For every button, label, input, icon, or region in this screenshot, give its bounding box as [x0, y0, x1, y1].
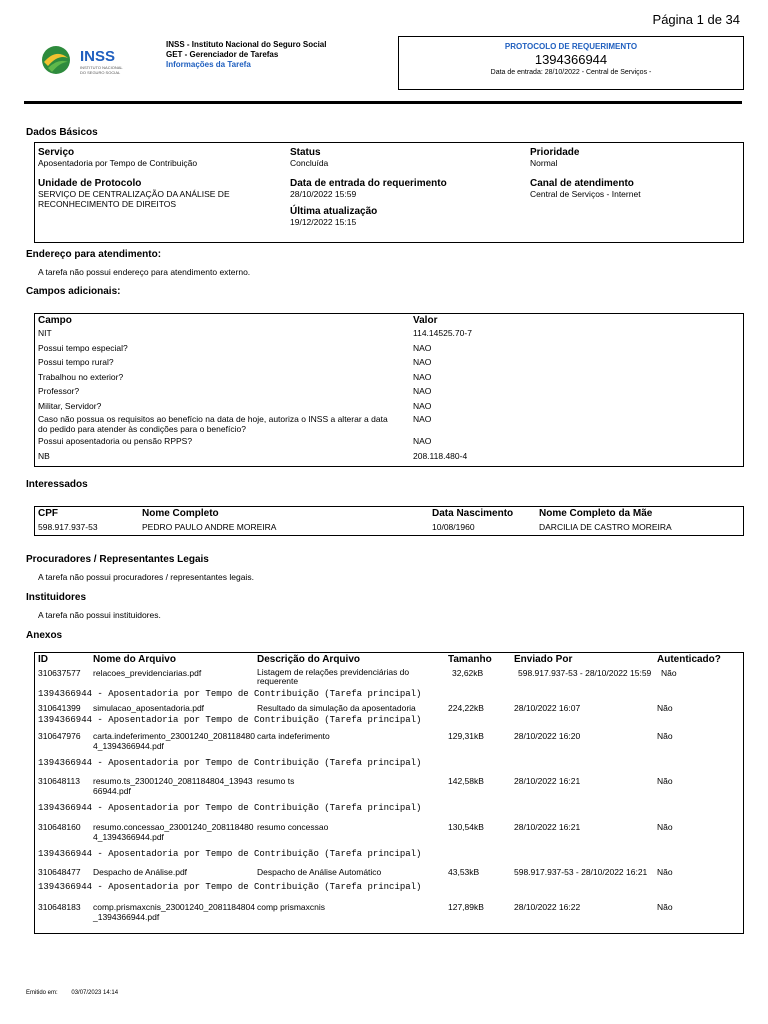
inst-line1: INSS - Instituto Nacional do Seguro Social: [166, 40, 327, 49]
protocol-sub: Data de entrada: 28/10/2022 - Central de Serviços -: [490, 69, 652, 76]
anexo-row: 310641399 simulacao_aposentadoria.pdf Resultado da simulação da aposentadoria 224,22kB 28/10/2022 16:07 Não 1394366944 - Aposentadoria por Tempo de Contribuição (Tarefa principal): [38, 703, 740, 725]
campos-row: Possui tempo especial? NAO: [38, 342, 432, 353]
col-cpf: CPF: [38, 508, 58, 519]
basic-box: [34, 142, 744, 243]
protocol-label: PROTOCOLO DE REQUERIMENTO: [504, 42, 638, 51]
col-mae: Nome Completo da Mãe: [539, 508, 653, 519]
anexo-row: 310648113 resumo.ts_23001240_2081184804_1394366944.pdf resumo ts 142,58kB 28/10/2022 16:21 Não 1394366944 - Aposentadoria por Tempo de Contribuição (Tarefa principal): [38, 776, 740, 813]
status-label: Status: [290, 147, 321, 158]
inss-logo: [40, 44, 130, 76]
anexos-box: [34, 652, 744, 934]
anexos-title: Anexos: [26, 630, 63, 641]
campos-row: Militar, Servidor? NAO: [38, 400, 432, 411]
campos-row: NB 208.118.480-4: [38, 450, 468, 461]
inst-line2: GET - Gerenciador de Tarefas: [166, 50, 279, 59]
inss-logo-icon: [40, 44, 72, 76]
header-divider: [24, 101, 742, 104]
campos-box: [34, 313, 744, 467]
anexo-row: 310637577 relacoes_previdenciarias.pdf Listagem de relações previdenciárias do requerente 32,62kB 598.917.937-53 - 28/10/2022 15:59 Não 1394366944 - Aposentadoria por Tempo de Contribuição (Tarefa principal): [38, 668, 740, 699]
campos-row: Possui aposentadoria ou pensão RPPS? NAO: [38, 436, 432, 446]
logo-sub2: DO SEGURO SOCIAL: [80, 70, 121, 75]
unidade-label: Unidade de Protocolo: [38, 178, 142, 189]
logo-text: INSS: [80, 48, 116, 65]
nome-value: PEDRO PAULO ANDRE MOREIRA: [142, 522, 277, 532]
anexos-col-enviado: Enviado Por: [514, 654, 573, 665]
servico-label: Serviço: [38, 147, 75, 158]
institution-block: [166, 40, 326, 70]
mae-value: DARCILIA DE CASTRO MOREIRA: [539, 522, 672, 532]
prioridade-label: Prioridade: [530, 147, 580, 158]
page-number: Página 1 de 34: [652, 12, 740, 27]
anexos-col-autenticado: Autenticado?: [657, 654, 721, 665]
logo-sub1: INSTITUTO NACIONAL: [80, 65, 123, 70]
anexo-task: 1394366944 - Aposentadoria por Tempo de Contribuição (Tarefa principal): [38, 715, 422, 725]
interessados-title: Interessados: [26, 479, 88, 490]
status-value: Concluída: [290, 158, 329, 168]
procuradores-title: Procuradores / Representantes Legais: [26, 554, 209, 565]
servico-value: Aposentadoria por Tempo de Contribuição: [38, 158, 198, 168]
instituidores-text: A tarefa não possui instituidores.: [38, 610, 161, 620]
canal-label: Canal de atendimento: [530, 178, 634, 189]
nascimento-value: 10/08/1960: [432, 522, 475, 532]
endereco-title: Endereço para atendimento:: [26, 249, 162, 260]
emitido-value: 03/07/2023 14:14: [71, 990, 119, 996]
anexo-task: 1394366944 - Aposentadoria por Tempo de Contribuição (Tarefa principal): [38, 689, 422, 699]
footer: [26, 990, 118, 996]
anexos-col-nome: Nome do Arquivo: [93, 654, 176, 665]
anexo-task: 1394366944 - Aposentadoria por Tempo de Contribuição (Tarefa principal): [38, 849, 422, 859]
interessados-box: [34, 506, 744, 536]
campos-rows: [38, 328, 740, 465]
protocol-box: [398, 36, 744, 90]
procuradores-text: A tarefa não possui procuradores / representantes legais.: [38, 572, 254, 582]
prioridade-value: Normal: [530, 158, 558, 168]
ultima-label: Última atualização: [290, 206, 378, 217]
anexo-row: 310648477 Despacho de Análise.pdf Despacho de Análise Automático 43,53kB 598.917.937-53 - 28/10/2022 16:21 Não 1394366944 - Aposentadoria por Tempo de Contribuição (Tarefa principal): [38, 867, 740, 892]
campos-row: NIT 114.14525.70-7: [38, 328, 472, 338]
anexo-task: 1394366944 - Aposentadoria por Tempo de Contribuição (Tarefa principal): [38, 803, 422, 813]
campos-row: Trabalhou no exterior? NAO: [38, 371, 432, 382]
anexos-col-desc: Descrição do Arquivo: [257, 654, 360, 665]
basic-title: Dados Básicos: [26, 127, 98, 138]
anexo-task: 1394366944 - Aposentadoria por Tempo de Contribuição (Tarefa principal): [38, 758, 422, 768]
data-entrada-value: 28/10/2022 15:59: [290, 189, 357, 199]
campos-row: Professor? NAO: [38, 386, 432, 396]
ultima-value: 19/12/2022 15:15: [290, 217, 357, 227]
inst-line3: Informações da Tarefa: [166, 60, 251, 69]
anexo-row: 310648160 resumo.concessao_23001240_2081184804_1394366944.pdf resumo concessao 130,54kB 28/10/2022 16:21 Não 1394366944 - Aposentadoria por Tempo de Contribuição (Tarefa principal): [38, 822, 740, 859]
campos-row: Possui tempo rural? NAO: [38, 357, 432, 367]
unidade-value-1: SERVIÇO DE CENTRALIZAÇÃO DA ANÁLISE DE: [38, 189, 230, 199]
campos-title: Campos adicionais:: [26, 286, 121, 297]
unidade-value-2: RECONHECIMENTO DE DIREITOS: [38, 199, 177, 209]
col-nome: Nome Completo: [142, 508, 219, 519]
campos-col-valor: Valor: [413, 315, 438, 326]
campos-col-campo: Campo: [38, 315, 72, 326]
anexos-col-id: ID: [38, 654, 48, 665]
cpf-value: 598.917.937-53: [38, 522, 98, 532]
anexo-row: 310648183 comp.prismaxcnis_23001240_2081184804_1394366944.pdf comp prismaxcnis 127,89kB 28/10/2022 16:22 Não: [38, 902, 673, 922]
canal-value: Central de Serviços - Internet: [530, 189, 641, 199]
campos-row: Caso não possua os requisitos ao benefício na data de hoje, autoriza o INSS a alterar a data do pedido para atender às condições para o benefício? NAO: [38, 414, 432, 434]
emitido-label: Emitido em:: [26, 990, 58, 996]
endereco-text: A tarefa não possui endereço para atendimento externo.: [38, 267, 251, 277]
anexo-row: 310647976 carta.indeferimento_23001240_2081184804_1394366944.pdf carta indeferimento 129,31kB 28/10/2022 16:20 Não 1394366944 - Aposentadoria por Tempo de Contribuição (Tarefa principal): [38, 731, 740, 768]
protocol-number: 1394366944: [534, 52, 608, 67]
anexos-col-tamanho: Tamanho: [448, 654, 492, 665]
instituidores-title: Instituidores: [26, 592, 87, 603]
anexo-task: 1394366944 - Aposentadoria por Tempo de Contribuição (Tarefa principal): [38, 882, 422, 892]
data-entrada-label: Data de entrada do requerimento: [290, 178, 447, 189]
col-nascimento: Data Nascimento: [432, 508, 514, 519]
